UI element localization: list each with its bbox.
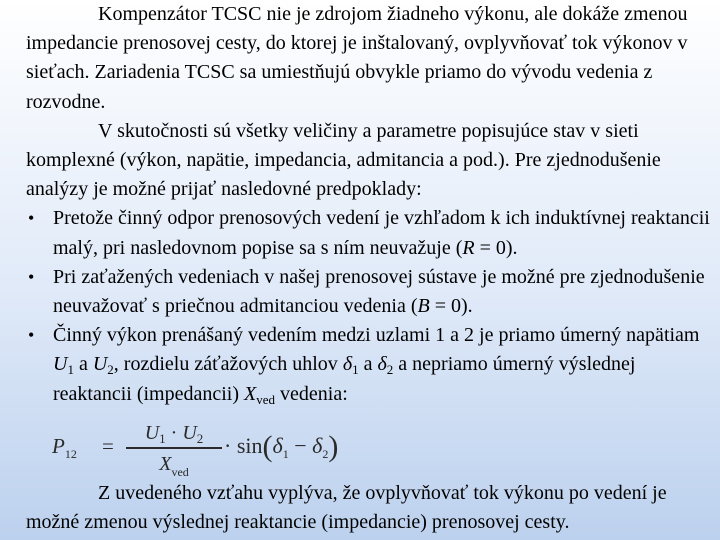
var-r: R (462, 236, 475, 259)
var-u1: U (53, 353, 68, 376)
bullet-text: Činný výkon prenášaný vedením medzi uzlami 1 a 2 je priamo úmerný napätiam (53, 324, 700, 347)
var-x: X (159, 452, 172, 475)
list-item (26, 263, 716, 321)
var-x: X (244, 382, 257, 405)
minus-sign: − (288, 433, 313, 458)
sub-2: 2 (196, 431, 204, 446)
var-p: P (52, 434, 65, 458)
paragraph-conclusion: Z uvedeného vzťahu vyplýva, že ovplyvňovať tok výkonu po vedení je možné zmenou výslednej reaktancie (impedancie) prenosovej cesty. (26, 482, 667, 534)
bullet-icon: • (28, 208, 35, 229)
bullet-suffix: = 0). (474, 236, 518, 259)
list-item (26, 204, 716, 262)
sub-2: 2 (107, 362, 114, 378)
body-text (26, 0, 716, 409)
close-paren: ) (328, 430, 339, 463)
power-formula (52, 420, 339, 480)
bullet-text-angles: , rozdielu záťažových uhlov (113, 353, 343, 376)
sub-ved: ved (171, 464, 189, 479)
sub-d2: 2 (386, 362, 394, 378)
formula-fraction (126, 420, 222, 477)
list-item (26, 321, 716, 409)
paragraph-tcsc: Kompenzátor TCSC nie je zdrojom žiadneho výkonu, ale dokáže zmenou impedancie prenosovej cesty, do ktorej je inštalovaný, ovplyvňovať tok výkonov v sieťach. Zariadenia TCSC sa umiestňujú obvykle priamo do vývodu vedenia z rozvodne. (26, 3, 688, 113)
bullet-text-and2: a (358, 353, 378, 376)
bullet-text-reactance: a nepriamo úmerný výslednej reaktancii (impedancii) (53, 353, 636, 405)
sub-12: 12 (64, 447, 77, 461)
mult-dot: · (224, 433, 232, 458)
bullet-icon: • (28, 325, 35, 346)
mult-dot: · (165, 422, 183, 444)
bullet-text-and: a (73, 353, 93, 376)
var-b: B (417, 295, 430, 318)
formula-equals: = (102, 434, 114, 458)
sin-function: sin (236, 433, 263, 458)
sub-2: 2 (322, 447, 329, 461)
var-delta2: δ (312, 433, 323, 458)
formula-lhs (52, 434, 77, 459)
var-delta1: δ (342, 353, 353, 376)
var-u2: U (182, 422, 197, 444)
fraction-bar (126, 447, 222, 449)
formula-denominator (126, 451, 222, 477)
bullet-text-end: vedenia: (275, 382, 348, 405)
var-u2: U (92, 353, 108, 376)
paragraph-assumptions: V skutočnosti sú všetky veličiny a parametre popisujúce stav v sieti komplexné (výkon, napätie, impedancia, admitancia a pod.). Pre zjednodušenie analýzy je možné prijať nasledovné predpoklady: (26, 119, 661, 201)
bullet-suffix: = 0). (429, 295, 473, 318)
bullet-text: Pretože činný odpor prenosových vedení je vzhľadom k ich induktívnej reaktancii malý, pri nasledovnom popise sa s ním neuvažuje ( (53, 207, 710, 259)
formula-numerator (126, 420, 222, 446)
sub-1: 1 (159, 431, 166, 446)
var-delta1: δ (272, 433, 283, 458)
bullet-text: Pri zaťažených vedeniach v našej prenosovej sústave je možné pre zjednodušenie neuvažovať s priečnou admitanciou vedenia ( (53, 265, 705, 318)
formula-sine (224, 430, 338, 464)
sub-ved: ved (256, 391, 276, 407)
assumption-list (26, 204, 716, 408)
var-delta2: δ (377, 353, 387, 376)
bullet-icon: • (28, 266, 35, 287)
sub-d1: 1 (352, 362, 359, 378)
sub-1: 1 (282, 447, 289, 461)
sub-1: 1 (67, 362, 74, 378)
open-paren: ( (262, 430, 273, 463)
var-u1: U (144, 422, 160, 444)
